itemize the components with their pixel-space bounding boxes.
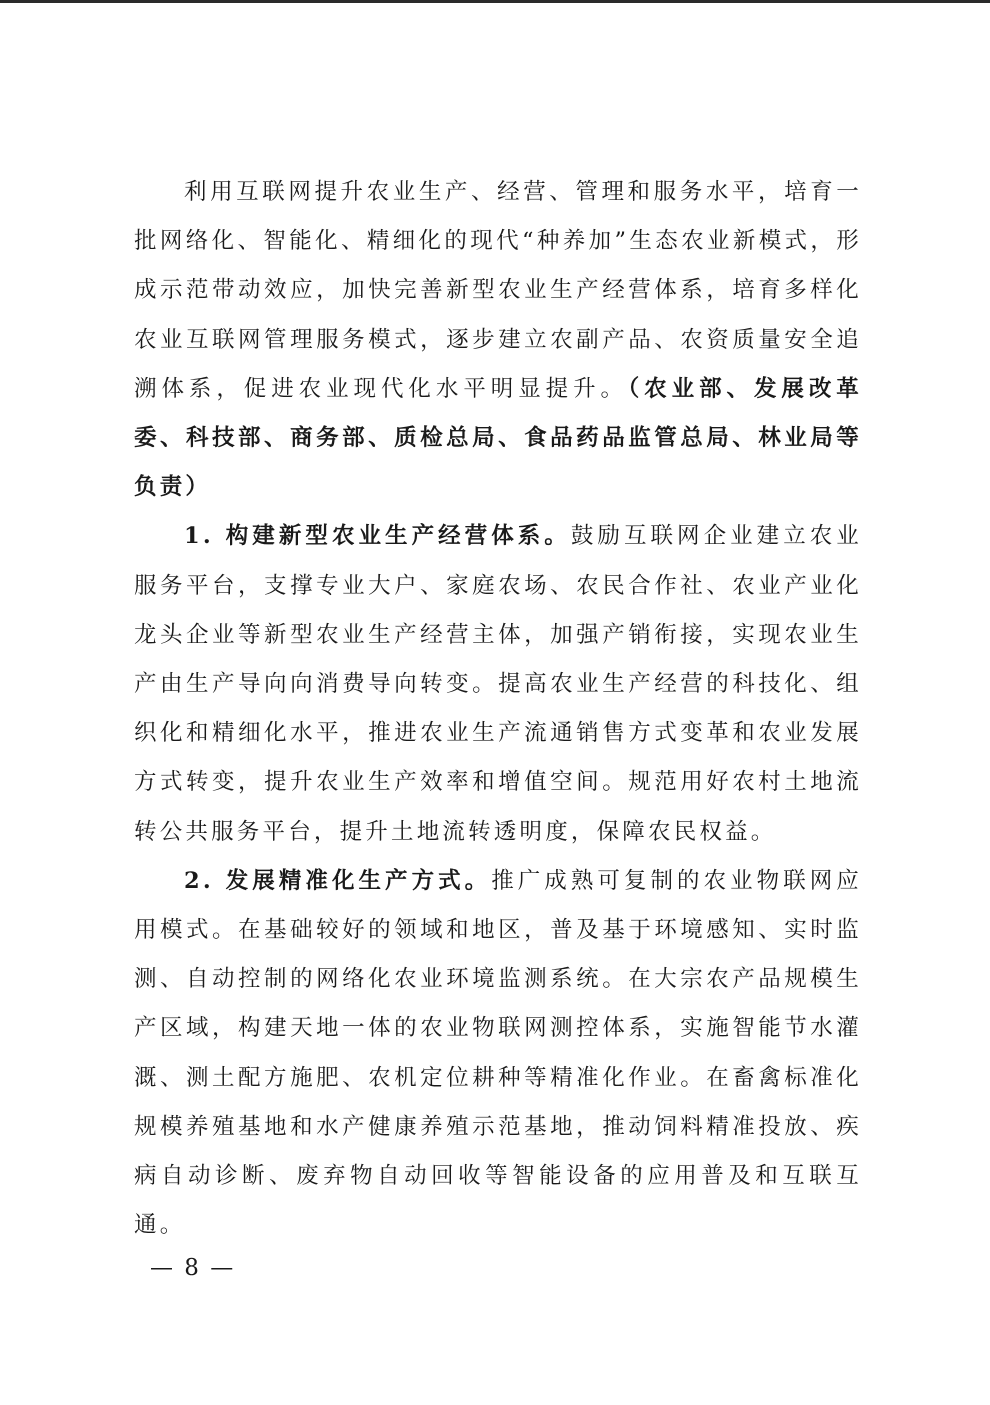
top-border-rule — [0, 0, 990, 3]
paragraph-text: 推广成熟可复制的农业物联网应用模式。在基础较好的领域和地区，普及基于环境感知、实时监测、自动控制的网络化农业环境监测系统。在大宗农产品规模生产区域，构建天地一体的农业物联网测控体系，实施智能节水灌溉、测土配方施肥、农机定位耕种等精准化作业。在畜禽标准化规模养殖基地和水产健康养殖示范基地，推动饲料精准投放、疾病自动诊断、废弃物自动回收等智能设备的应用普及和互联互通。 — [134, 867, 862, 1239]
document-body — [134, 168, 862, 1250]
page-number: — 8 — — [150, 1255, 236, 1281]
item-2-heading: 2. 发展精准化生产方式。 — [184, 867, 492, 894]
paragraph-item-1 — [134, 512, 862, 856]
paragraph-text: 利用互联网提升农业生产、经营、管理和服务水平，培育一批网络化、智能化、精细化的现代“种养加”生态农业新模式，形成示范带动效应，加快完善新型农业生产经营体系，培育多样化农业互联网管理服务模式，逐步建立农副产品、农资质量安全追溯体系，促进农业现代化水平明显提升。 — [134, 179, 862, 402]
paragraph-intro — [134, 168, 862, 512]
paragraph-item-2 — [134, 857, 862, 1251]
responsible-agencies: （农业部、发展改革委、科技部、商务部、质检总局、食品药品监管总局、林业局等负责） — [134, 375, 862, 501]
paragraph-text: 鼓励互联网企业建立农业服务平台，支撑专业大户、家庭农场、农民合作社、农业产业化龙头企业等新型农业生产经营主体，加强产销衔接，实现农业生产由生产导向向消费导向转变。提高农业生产经营的科技化、组织化和精细化水平，推进农业生产流通销售方式变革和农业发展方式转变，提升农业生产效率和增值空间。规范用好农村土地流转公共服务平台，提升土地流转透明度，保障农民权益。 — [134, 523, 863, 845]
item-1-heading: 1. 构建新型农业生产经营体系。 — [184, 523, 571, 550]
